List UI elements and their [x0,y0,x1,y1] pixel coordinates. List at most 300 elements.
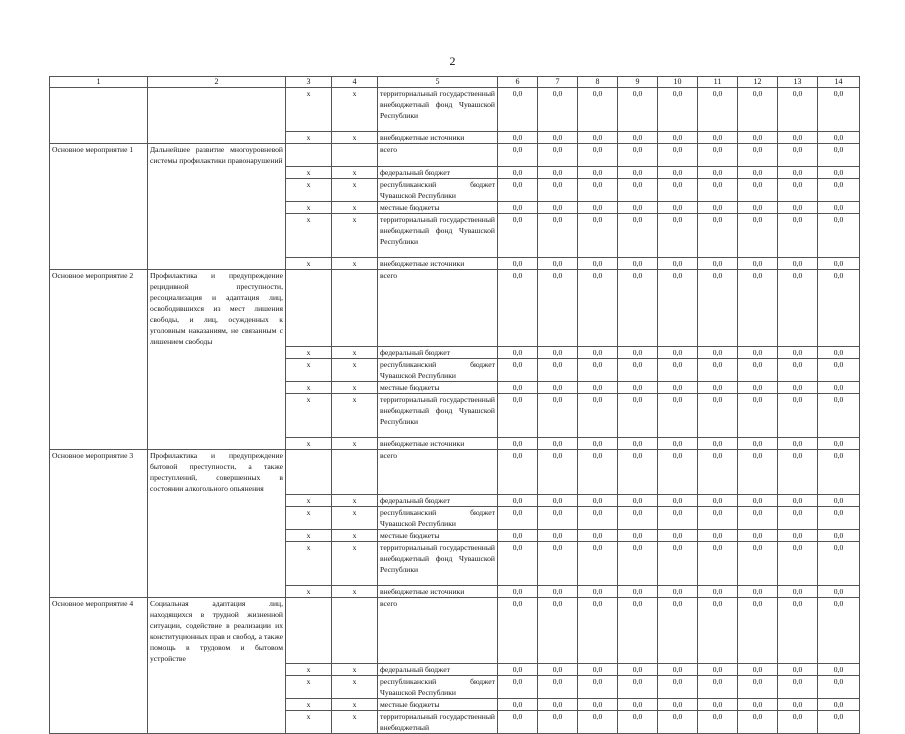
event-name-cell [50,257,148,269]
value-cell: 0,0 [618,359,658,382]
value-cell: 0,0 [578,664,618,676]
value-cell: 0,0 [778,166,818,178]
value-cell: 0,0 [658,269,698,347]
funding-source: местные бюджеты [378,201,498,213]
value-cell: 0,0 [658,529,698,541]
column-header-14: 14 [818,77,860,88]
value-cell: 0,0 [578,359,618,382]
value-cell: 0,0 [818,144,860,167]
column3-mark: x [286,676,332,699]
value-cell: 0,0 [578,144,618,167]
value-cell: 0,0 [578,506,618,529]
funding-table [49,76,860,734]
table-row [50,359,860,382]
table-body [50,88,860,734]
value-cell: 0,0 [738,597,778,664]
column-header-2: 2 [148,77,286,88]
value-cell: 0,0 [578,585,618,597]
value-cell: 0,0 [778,664,818,676]
column3-mark: x [286,347,332,359]
funding-source: всего [378,450,498,495]
table-row [50,597,860,664]
funding-source: внебюджетные источники [378,585,498,597]
value-cell: 0,0 [778,213,818,257]
funding-source: внебюджетные источники [378,438,498,450]
column-header-12: 12 [738,77,778,88]
value-cell: 0,0 [818,597,860,664]
value-cell: 0,0 [658,178,698,201]
event-description-cell: Социальная адаптация лиц, находящихся в трудной жизненной ситуации, содействие в реализации их конституционных прав и свобод, а также помощь в трудовом и бытовом устройстве [148,597,286,664]
event-description-cell [148,257,286,269]
value-cell: 0,0 [738,166,778,178]
value-cell: 0,0 [498,529,538,541]
value-cell: 0,0 [538,178,578,201]
column3-mark: x [286,394,332,438]
value-cell: 0,0 [658,506,698,529]
value-cell: 0,0 [658,394,698,438]
value-cell: 0,0 [578,213,618,257]
column4-mark [332,450,378,495]
value-cell: 0,0 [818,382,860,394]
value-cell: 0,0 [818,178,860,201]
table-row [50,201,860,213]
value-cell: 0,0 [538,438,578,450]
column4-mark: x [332,394,378,438]
value-cell: 0,0 [498,506,538,529]
column4-mark: x [332,585,378,597]
event-name-cell [50,541,148,585]
column4-mark: x [332,506,378,529]
event-name-cell [50,664,148,676]
column4-mark: x [332,178,378,201]
value-cell: 0,0 [498,676,538,699]
value-cell: 0,0 [498,438,538,450]
table-row [50,88,860,132]
value-cell: 0,0 [618,166,658,178]
value-cell: 0,0 [698,711,738,734]
value-cell: 0,0 [818,394,860,438]
table-row [50,494,860,506]
value-cell: 0,0 [538,213,578,257]
value-cell: 0,0 [498,711,538,734]
value-cell: 0,0 [818,201,860,213]
event-description-cell [148,382,286,394]
value-cell: 0,0 [538,585,578,597]
table-row [50,506,860,529]
table-row [50,144,860,167]
column-header-10: 10 [658,77,698,88]
value-cell: 0,0 [738,394,778,438]
value-cell: 0,0 [778,347,818,359]
value-cell: 0,0 [738,450,778,495]
value-cell: 0,0 [698,597,738,664]
value-cell: 0,0 [578,597,618,664]
funding-source: федеральный бюджет [378,347,498,359]
value-cell: 0,0 [538,359,578,382]
event-description-cell [148,676,286,699]
value-cell: 0,0 [538,382,578,394]
value-cell: 0,0 [538,201,578,213]
value-cell: 0,0 [738,144,778,167]
value-cell: 0,0 [538,711,578,734]
value-cell: 0,0 [578,88,618,132]
value-cell: 0,0 [738,132,778,144]
value-cell: 0,0 [738,711,778,734]
funding-source: внебюджетные источники [378,257,498,269]
value-cell: 0,0 [818,711,860,734]
header-row [50,77,860,88]
value-cell: 0,0 [538,529,578,541]
event-name-cell: Основное мероприятие 4 [50,597,148,664]
value-cell: 0,0 [538,699,578,711]
event-description-cell [148,132,286,144]
column4-mark [332,597,378,664]
table-row [50,132,860,144]
table-row [50,664,860,676]
event-name-cell [50,711,148,734]
value-cell: 0,0 [698,541,738,585]
column3-mark: x [286,541,332,585]
value-cell: 0,0 [738,88,778,132]
column3-mark: x [286,699,332,711]
value-cell: 0,0 [778,359,818,382]
value-cell: 0,0 [698,213,738,257]
value-cell: 0,0 [778,132,818,144]
value-cell: 0,0 [778,585,818,597]
event-name-cell [50,347,148,359]
value-cell: 0,0 [738,269,778,347]
column-header-8: 8 [578,77,618,88]
value-cell: 0,0 [618,597,658,664]
funding-source: федеральный бюджет [378,494,498,506]
value-cell: 0,0 [578,676,618,699]
table-row [50,257,860,269]
value-cell: 0,0 [778,269,818,347]
column4-mark: x [332,201,378,213]
event-name-cell [50,213,148,257]
value-cell: 0,0 [618,132,658,144]
value-cell: 0,0 [778,257,818,269]
value-cell: 0,0 [698,347,738,359]
value-cell: 0,0 [658,438,698,450]
value-cell: 0,0 [698,166,738,178]
value-cell: 0,0 [738,676,778,699]
table-row [50,438,860,450]
column-header-4: 4 [332,77,378,88]
value-cell: 0,0 [738,178,778,201]
value-cell: 0,0 [618,269,658,347]
event-name-cell [50,178,148,201]
value-cell: 0,0 [578,494,618,506]
value-cell: 0,0 [818,269,860,347]
value-cell: 0,0 [698,257,738,269]
funding-source: местные бюджеты [378,699,498,711]
value-cell: 0,0 [818,257,860,269]
value-cell: 0,0 [698,88,738,132]
value-cell: 0,0 [738,257,778,269]
column3-mark: x [286,664,332,676]
column3-mark: x [286,132,332,144]
event-description-cell: Профилактика и предупреждение бытовой преступности, а также преступлений, совершенных в состоянии алкогольного опьянения [148,450,286,495]
funding-source: внебюджетные источники [378,132,498,144]
column4-mark [332,144,378,167]
value-cell: 0,0 [658,699,698,711]
column-header-6: 6 [498,77,538,88]
value-cell: 0,0 [498,699,538,711]
table-row [50,585,860,597]
value-cell: 0,0 [778,711,818,734]
value-cell: 0,0 [698,394,738,438]
column4-mark: x [332,88,378,132]
value-cell: 0,0 [578,699,618,711]
value-cell: 0,0 [778,201,818,213]
event-description-cell [148,529,286,541]
value-cell: 0,0 [498,664,538,676]
table-row [50,450,860,495]
table-row [50,394,860,438]
value-cell: 0,0 [818,438,860,450]
value-cell: 0,0 [698,676,738,699]
column4-mark: x [332,382,378,394]
column3-mark: x [286,213,332,257]
event-name-cell [50,676,148,699]
value-cell: 0,0 [498,213,538,257]
value-cell: 0,0 [618,506,658,529]
table-row [50,347,860,359]
value-cell: 0,0 [538,144,578,167]
value-cell: 0,0 [538,394,578,438]
event-name-cell [50,88,148,132]
value-cell: 0,0 [698,494,738,506]
column3-mark: x [286,529,332,541]
column3-mark: x [286,88,332,132]
value-cell: 0,0 [578,269,618,347]
value-cell: 0,0 [698,506,738,529]
value-cell: 0,0 [658,585,698,597]
value-cell: 0,0 [738,359,778,382]
value-cell: 0,0 [578,257,618,269]
value-cell: 0,0 [578,450,618,495]
value-cell: 0,0 [818,166,860,178]
event-description-cell [148,541,286,585]
funding-source: территориальный государственный внебюджетный фонд Чувашской Республики [378,541,498,585]
table-row [50,269,860,347]
value-cell: 0,0 [738,585,778,597]
column3-mark: x [286,494,332,506]
column3-mark: x [286,438,332,450]
value-cell: 0,0 [498,494,538,506]
funding-source: всего [378,144,498,167]
column3-mark [286,144,332,167]
value-cell: 0,0 [738,506,778,529]
value-cell: 0,0 [818,132,860,144]
column4-mark: x [332,257,378,269]
column4-mark: x [332,529,378,541]
event-name-cell [50,699,148,711]
value-cell: 0,0 [778,144,818,167]
value-cell: 0,0 [658,711,698,734]
page-number: 2 [449,54,456,68]
event-name-cell [50,394,148,438]
value-cell: 0,0 [738,201,778,213]
value-cell: 0,0 [698,144,738,167]
value-cell: 0,0 [698,585,738,597]
value-cell: 0,0 [618,541,658,585]
value-cell: 0,0 [538,347,578,359]
funding-source: местные бюджеты [378,529,498,541]
event-description-cell [148,494,286,506]
value-cell: 0,0 [498,201,538,213]
value-cell: 0,0 [778,450,818,495]
column3-mark: x [286,257,332,269]
value-cell: 0,0 [778,88,818,132]
value-cell: 0,0 [738,664,778,676]
column4-mark: x [332,664,378,676]
value-cell: 0,0 [658,382,698,394]
value-cell: 0,0 [818,506,860,529]
value-cell: 0,0 [578,541,618,585]
table-row [50,699,860,711]
event-name-cell: Основное мероприятие 2 [50,269,148,347]
event-description-cell: Дальнейшее развитие многоуровневой системы профилактики правонарушений [148,144,286,167]
funding-source: всего [378,269,498,347]
value-cell: 0,0 [818,359,860,382]
column3-mark: x [286,201,332,213]
event-name-cell [50,359,148,382]
column3-mark [286,269,332,347]
value-cell: 0,0 [658,201,698,213]
funding-source: республиканский бюджет Чувашской Республики [378,506,498,529]
event-description-cell [148,166,286,178]
value-cell: 0,0 [578,382,618,394]
event-description-cell [148,394,286,438]
funding-source: территориальный государственный внебюджетный фонд Чувашской Республики [378,88,498,132]
event-description-cell [148,699,286,711]
value-cell: 0,0 [818,664,860,676]
event-name-cell [50,201,148,213]
funding-source: республиканский бюджет Чувашской Республики [378,178,498,201]
column-header-3: 3 [286,77,332,88]
value-cell: 0,0 [658,347,698,359]
value-cell: 0,0 [538,88,578,132]
value-cell: 0,0 [498,269,538,347]
event-description-cell [148,178,286,201]
event-name-cell: Основное мероприятие 3 [50,450,148,495]
event-name-cell [50,166,148,178]
value-cell: 0,0 [498,597,538,664]
column4-mark: x [332,166,378,178]
column4-mark: x [332,213,378,257]
value-cell: 0,0 [618,144,658,167]
value-cell: 0,0 [778,178,818,201]
value-cell: 0,0 [778,506,818,529]
value-cell: 0,0 [618,178,658,201]
value-cell: 0,0 [658,541,698,585]
value-cell: 0,0 [538,664,578,676]
value-cell: 0,0 [498,394,538,438]
value-cell: 0,0 [658,359,698,382]
value-cell: 0,0 [818,347,860,359]
value-cell: 0,0 [538,450,578,495]
event-description-cell [148,213,286,257]
value-cell: 0,0 [658,132,698,144]
value-cell: 0,0 [658,494,698,506]
value-cell: 0,0 [658,676,698,699]
table-row [50,676,860,699]
value-cell: 0,0 [498,88,538,132]
column4-mark [332,269,378,347]
column4-mark: x [332,438,378,450]
column4-mark: x [332,676,378,699]
column4-mark: x [332,347,378,359]
value-cell: 0,0 [778,382,818,394]
value-cell: 0,0 [778,438,818,450]
value-cell: 0,0 [698,201,738,213]
event-description-cell [148,88,286,132]
column3-mark: x [286,166,332,178]
table-row [50,213,860,257]
event-name-cell [50,438,148,450]
value-cell: 0,0 [818,494,860,506]
value-cell: 0,0 [618,494,658,506]
funding-source: территориальный государственный внебюджетный [378,711,498,734]
value-cell: 0,0 [538,269,578,347]
value-cell: 0,0 [538,676,578,699]
value-cell: 0,0 [658,88,698,132]
value-cell: 0,0 [698,178,738,201]
value-cell: 0,0 [778,394,818,438]
event-name-cell [50,585,148,597]
value-cell: 0,0 [658,450,698,495]
value-cell: 0,0 [658,213,698,257]
value-cell: 0,0 [698,438,738,450]
value-cell: 0,0 [578,711,618,734]
value-cell: 0,0 [698,132,738,144]
event-description-cell [148,506,286,529]
funding-source: республиканский бюджет Чувашской Республики [378,359,498,382]
value-cell: 0,0 [498,178,538,201]
value-cell: 0,0 [618,213,658,257]
value-cell: 0,0 [658,664,698,676]
event-description-cell [148,664,286,676]
value-cell: 0,0 [778,529,818,541]
value-cell: 0,0 [698,450,738,495]
column3-mark: x [286,585,332,597]
value-cell: 0,0 [618,382,658,394]
value-cell: 0,0 [538,166,578,178]
column-header-1: 1 [50,77,148,88]
funding-source: территориальный государственный внебюджетный фонд Чувашской Республики [378,394,498,438]
event-name-cell [50,506,148,529]
value-cell: 0,0 [578,166,618,178]
column3-mark: x [286,359,332,382]
funding-source: территориальный государственный внебюджетный фонд Чувашской Республики [378,213,498,257]
column4-mark: x [332,541,378,585]
value-cell: 0,0 [698,359,738,382]
value-cell: 0,0 [538,494,578,506]
value-cell: 0,0 [818,585,860,597]
value-cell: 0,0 [498,257,538,269]
funding-source: местные бюджеты [378,382,498,394]
value-cell: 0,0 [578,394,618,438]
value-cell: 0,0 [618,347,658,359]
event-description-cell [148,201,286,213]
value-cell: 0,0 [738,382,778,394]
event-name-cell [50,382,148,394]
column4-mark: x [332,359,378,382]
value-cell: 0,0 [778,494,818,506]
value-cell: 0,0 [618,664,658,676]
